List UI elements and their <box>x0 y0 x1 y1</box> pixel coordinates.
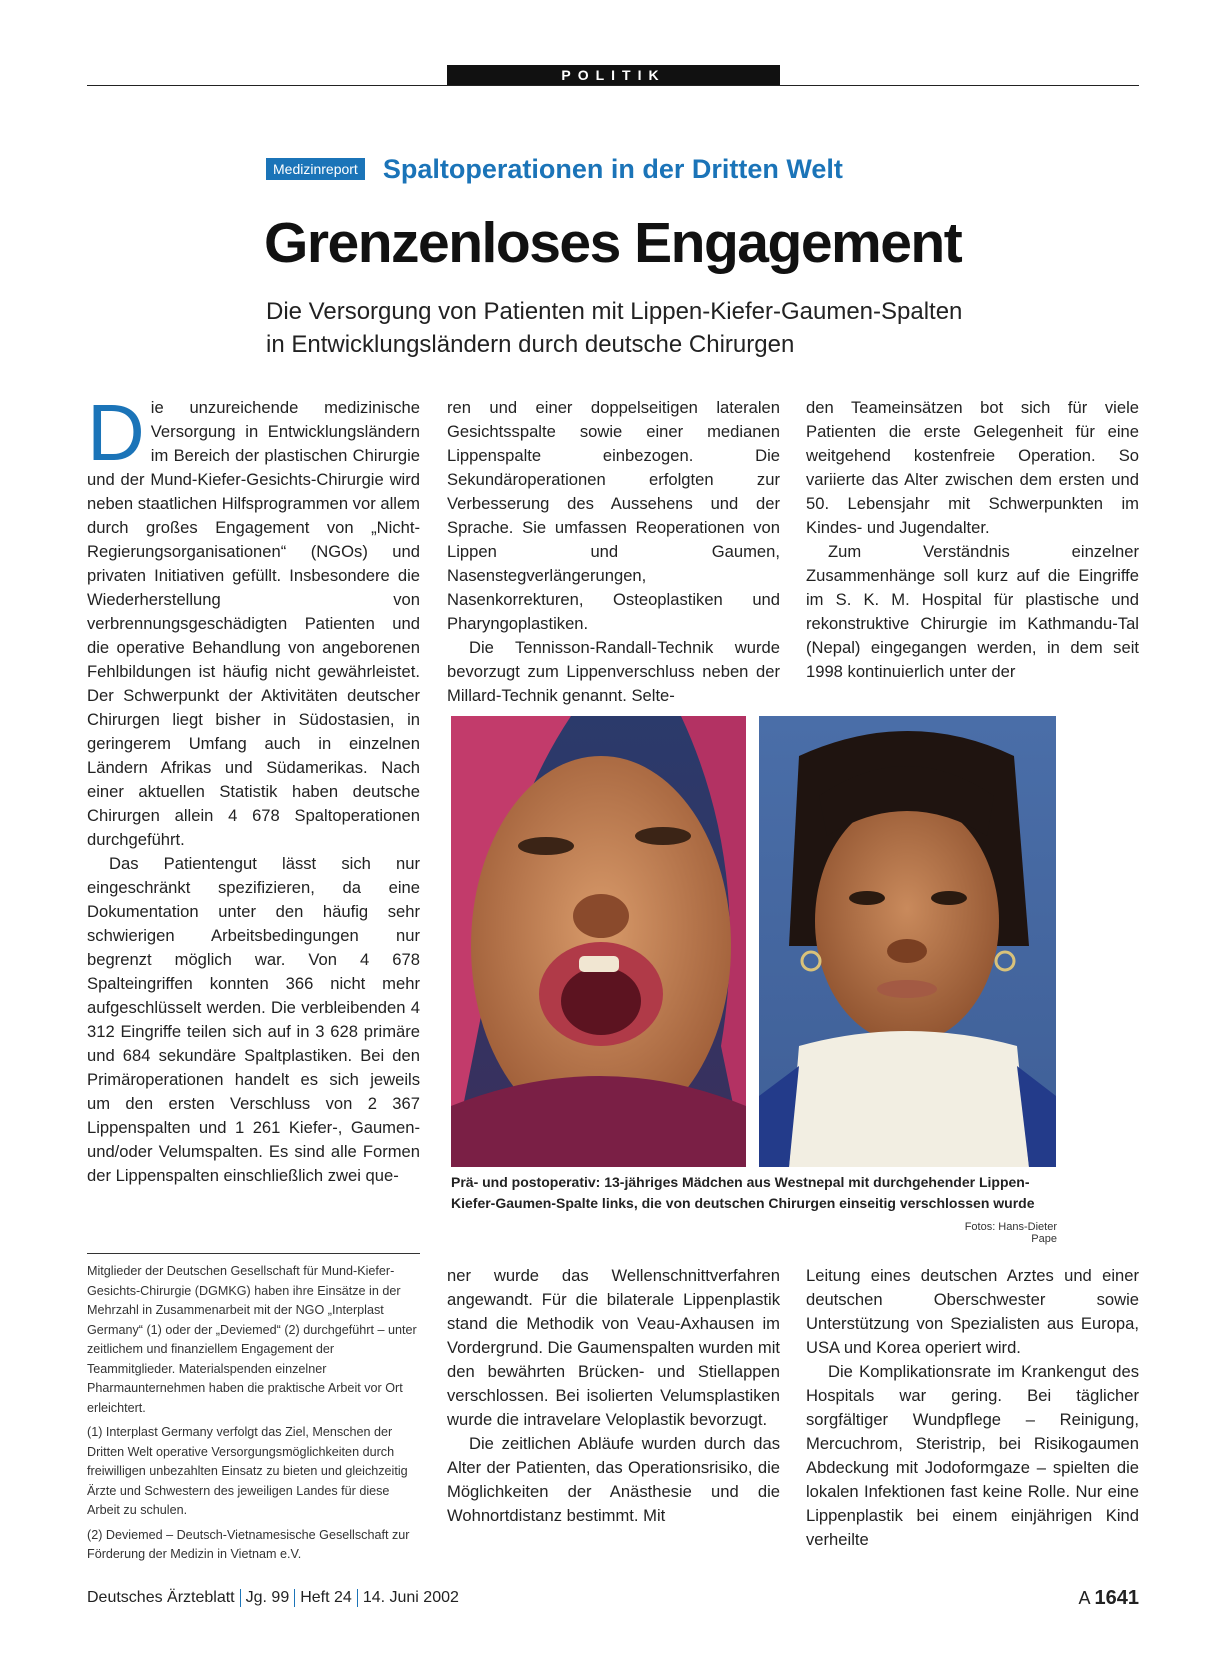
drop-cap: D <box>87 388 145 477</box>
photo-credit: Fotos: Hans-Dieter Pape <box>964 1221 1057 1245</box>
headline: Grenzenloses Engagement <box>264 211 962 275</box>
subheadline: Die Versorgung von Patienten mit Lippen-Kiefer-Gaumen-Spalten in Entwicklungsländern durch deutsche Chirurgen <box>266 298 963 358</box>
paragraph: Die zeitlichen Abläufe wurden durch das Alter der Patienten, das Operationsrisiko, die Möglichkeiten der Anästhesie und die Wohnortdistanz bestimmt. Mit <box>447 1434 780 1525</box>
footnote-rule <box>87 1253 420 1254</box>
page-number <box>1078 1587 1139 1610</box>
footnote-main: Mitglieder der Deutschen Gesellschaft für Mund-Kiefer-Gesichts-Chirurgie (DGMKG) haben ihre Einsätze in der Mehrzahl in Zusammenarbeit mit der NGO „Interplast Germany“ (1) oder der „Deviemed“ (2) durchgeführt – unter zeitlichem und finanziellem Engagement der Teammitglieder. Materialspenden einzelner Pharmaunternehmen haben die praktische Arbeit vor Ort erleichtert. <box>87 1264 417 1415</box>
paragraph: Zum Verständnis einzelner Zusammenhänge soll kurz auf die Eingriffe im S. K. M. Hospital für plastische und rekonstruktive Chirurgie im Kathmandu-Tal (Nepal) eingegangen werden, in dem seit 1998 kontinuierlich unter der <box>806 542 1139 681</box>
issue: Heft 24 <box>300 1589 352 1606</box>
footer-separator <box>357 1589 358 1607</box>
paragraph: ner wurde das Wellenschnittverfahren angewandt. Für die bilaterale Lippenplastik stand die Methodik von Veau-Axhausen im Vordergrund. Die Gaumenspalten wurden mit den bewährten Brücken- und Stiellappen verschlossen. Bei isolierten Velumsplastiken wurde die intravelare Veloplastik bevorzugt. <box>447 1266 780 1429</box>
photo-preoperative-illustration <box>451 716 746 1167</box>
body-column-2 <box>447 396 780 708</box>
footnotes <box>87 1262 420 1570</box>
photo-postoperative <box>759 716 1056 1167</box>
paragraph: Die Tennisson-Randall-Technik wurde bevorzugt zum Lippenverschluss neben der Millard-Technik genannt. Selte- <box>447 638 780 705</box>
paragraph: ren und einer doppelseitigen lateralen Gesichtsspalte sowie einer medianen Lippenspalte einbezogen. Die Sekundäroperationen erfolgten zur Verbesserung des Aussehens und der Sprache. Sie umfassen Reoperationen von Lippen und Gaumen, Nasenstegverlängerungen, Nasenkorrekturen, Osteoplastiken und Pharyngoplastiken. <box>447 398 780 633</box>
page-footer <box>87 1586 1139 1610</box>
page-prefix: A <box>1078 1587 1090 1608</box>
figure-caption: Prä- und postoperativ: 13-jähriges Mädchen aus Westnepal mit durchgehender Lippen-Kiefer-Gaumen-Spalte links, die von deutschen Chirurgen einseitig verschlossen wurde <box>451 1174 1035 1211</box>
paragraph: Die Komplikationsrate im Krankengut des Hospitals war gering. Bei täglicher sorgfältiger Wundpflege – Reinigung, Mercuchrom, Steristrip, bei Risikogaumen Abdeckung mit Jodoformgaze – spielten die lokalen Infektionen fast keine Rolle. Nur eine Lippenplastik bei einem einjährigen Kind verheilte <box>806 1362 1139 1549</box>
photo-postoperative-illustration <box>759 716 1056 1167</box>
footer-separator <box>240 1589 241 1607</box>
volume: Jg. 99 <box>245 1589 290 1606</box>
footer-separator <box>294 1589 295 1607</box>
footnote-1: (1) Interplast Germany verfolgt das Ziel, Menschen der Dritten Welt operative Versorgungsmöglichkeiten durch freiwilligen unbezahlten Einsatz zu bieten und gleichzeitig Ärzte und Schwestern des jeweiligen Landes für diese Arbeit zu schulen. <box>87 1425 408 1517</box>
journal-name: Deutsches Ärzteblatt <box>87 1589 235 1606</box>
header-rule <box>87 85 1139 86</box>
body-column-2-lower <box>447 1264 780 1528</box>
kicker-title: Spaltoperationen in der Dritten Welt <box>382 154 843 184</box>
body-column-3-lower <box>806 1264 1139 1552</box>
paragraph: den Teameinsätzen bot sich für viele Patienten die erste Gelegenheit für eine weitgehend kostenfreie Operation. So variierte das Alter zwischen dem ersten und 50. Lebensjahr mit Schwerpunkten im Kindes- und Jugendalter. <box>806 398 1139 537</box>
paragraph: Das Patientengut lässt sich nur eingeschränkt spezifizieren, da eine Dokumentation unter den häufig sehr schwierigen Arbeitsbedingungen nur begrenzt möglich war. Von 4 678 Spalteingriffen konnten 366 nicht mehr aufgeschlüsselt werden. Die verbleibenden 4 312 Eingriffe teilen sich auf in 3 628 primäre und 684 sekundäre Spaltplastiken. Bei den Primäroperationen handelt es sich jeweils um den ersten Verschluss von 2 367 Lippenspalten und 1 261 Kiefer-, Gaumen- und/oder Velumspalten. Es sind alle Formen der Lippenspalten einschließlich zwei que- <box>87 854 420 1185</box>
page-number-value: 1641 <box>1094 1586 1139 1609</box>
body-column-3 <box>806 396 1139 684</box>
body-column-1 <box>87 388 420 1188</box>
paragraph: ie unzureichende medizinische Versorgung in Entwicklungsländern im Bereich der plastischen Chirurgie und der Mund-Kiefer-Gesichts-Chirurgie wird neben staatlichen Hilfsprogrammen vor allem durch großes Engagement von „Nicht-Regierungsorganisationen“ (NGOs) und privaten Initiativen gefüllt. Insbesondere die Wiederherstellung von verbrennungsgeschädigten Patienten und die operative Behandlung von angeborenen Fehlbildungen ist häufig nicht gewährleistet. Der Schwerpunkt der Aktivitäten deutscher Chirurgen liegt bisher in Südostasien, in geringerem Umfang auch in einzelnen Ländern Afrikas und Südamerikas. Nach einer aktuellen Statistik haben deutsche Chirurgen allein 4 678 Spaltoperationen durchgeführt. <box>87 398 420 849</box>
paragraph: Leitung eines deutschen Arztes und einer deutschen Oberschwester sowie Unterstützung von Spezialisten aus Europa, USA und Korea operiert wird. <box>806 1266 1139 1357</box>
section-label: POLITIK <box>447 65 780 86</box>
footnote-2: (2) Deviemed – Deutsch-Vietnamesische Gesellschaft zur Förderung der Medizin in Vietnam e.V. <box>87 1527 410 1561</box>
photo-preoperative <box>451 716 746 1167</box>
kicker-badge: Medizinreport <box>266 158 365 180</box>
issue-date: 14. Juni 2002 <box>362 1589 459 1606</box>
kicker <box>266 152 843 186</box>
